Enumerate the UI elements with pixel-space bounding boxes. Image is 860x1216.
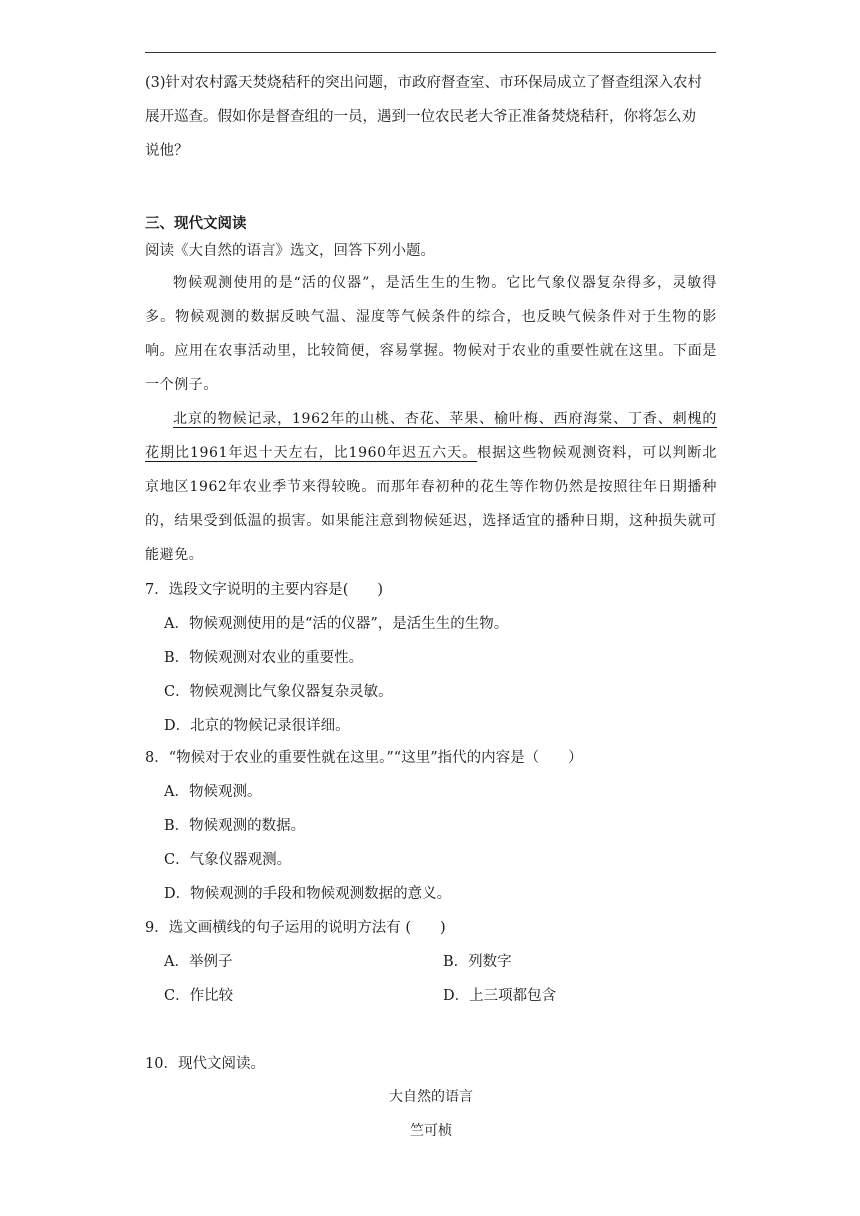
article-author: 竺可桢: [410, 1123, 452, 1139]
question-9-option-a[interactable]: A．举例子: [164, 954, 233, 970]
section-title: 三、现代文阅读: [145, 216, 247, 232]
passage-paragraph-2-rest: 根据这些物候观测资料，可以判断北京地区1962年农业季节来得较晚。而那年春初种的花生等作物仍然是按照往年日期播种的，结果受到低温的损害。如果能注意到物候延迟，选择适宜的播种日期，这种损失就可能避免。: [145, 445, 717, 563]
question-8-option-b[interactable]: B．物候观测的数据。: [164, 818, 306, 834]
question-7-option-c[interactable]: C．物候观测比气象仪器复杂灵敏。: [164, 684, 393, 700]
question-9-stem: 9．选文画横线的句子运用的说明方法有 ( ): [145, 920, 446, 936]
question-8-option-a[interactable]: A．物候观测。: [164, 784, 262, 800]
question-7-option-a[interactable]: A．物候观测使用的是“活的仪器”，是活生生的生物。: [164, 616, 509, 632]
question-3: [145, 66, 717, 168]
question-3-line-3: 说他？: [145, 143, 189, 159]
question-8-stem: 8．“物候对于农业的重要性就在这里。”“这里”指代的内容是（ ）: [145, 750, 583, 766]
passage-paragraph-2: [145, 402, 717, 572]
question-10-stem: 10．现代文阅读。: [145, 1056, 265, 1072]
underlined-sentence: 北京的物候记录，1962年的山桃、杏花、苹果、榆叶梅、西府海棠、丁香、刺槐的花期比1961年迟十天左右，比1960年迟五六天。: [145, 411, 717, 461]
question-9-option-c[interactable]: C．作比较: [164, 988, 234, 1004]
reading-passage: [145, 266, 717, 572]
question-7-option-d[interactable]: D．北京的物候记录很详细。: [164, 718, 350, 734]
section-instruction: 阅读《大自然的语言》选文，回答下列小题。: [145, 243, 435, 259]
passage-paragraph-1: 物候观测使用的是“活的仪器”，是活生生的生物。它比气象仪器复杂得多，灵敏得多。物候观测的数据反映气温、湿度等气候条件的综合，也反映气候条件对于生物的影响。应用在农事活动里，比较简便，容易掌握。物候对于农业的重要性就在这里。下面是一个例子。: [145, 275, 717, 393]
question-7-option-b[interactable]: B．物候观测对农业的重要性。: [164, 650, 364, 666]
header-rule: [145, 52, 716, 53]
question-9-option-b[interactable]: B．列数字: [443, 954, 512, 970]
question-9-option-d[interactable]: D．上三项都包含: [443, 988, 557, 1004]
question-3-line-1: (3)针对农村露天焚烧秸秆的突出问题，市政府督查室、市环保局成立了督查组深入农村: [145, 75, 703, 91]
question-8-option-d[interactable]: D．物候观测的手段和物候观测数据的意义。: [164, 886, 452, 902]
question-8-option-c[interactable]: C．气象仪器观测。: [164, 852, 292, 868]
article-title: 大自然的语言: [389, 1089, 473, 1105]
question-7-stem: 7．选段文字说明的主要内容是( ): [145, 582, 384, 598]
question-3-line-2: 展开巡查。假如你是督查组的一员，遇到一位农民老大爷正准备焚烧秸秆，你将怎么劝: [145, 109, 696, 125]
